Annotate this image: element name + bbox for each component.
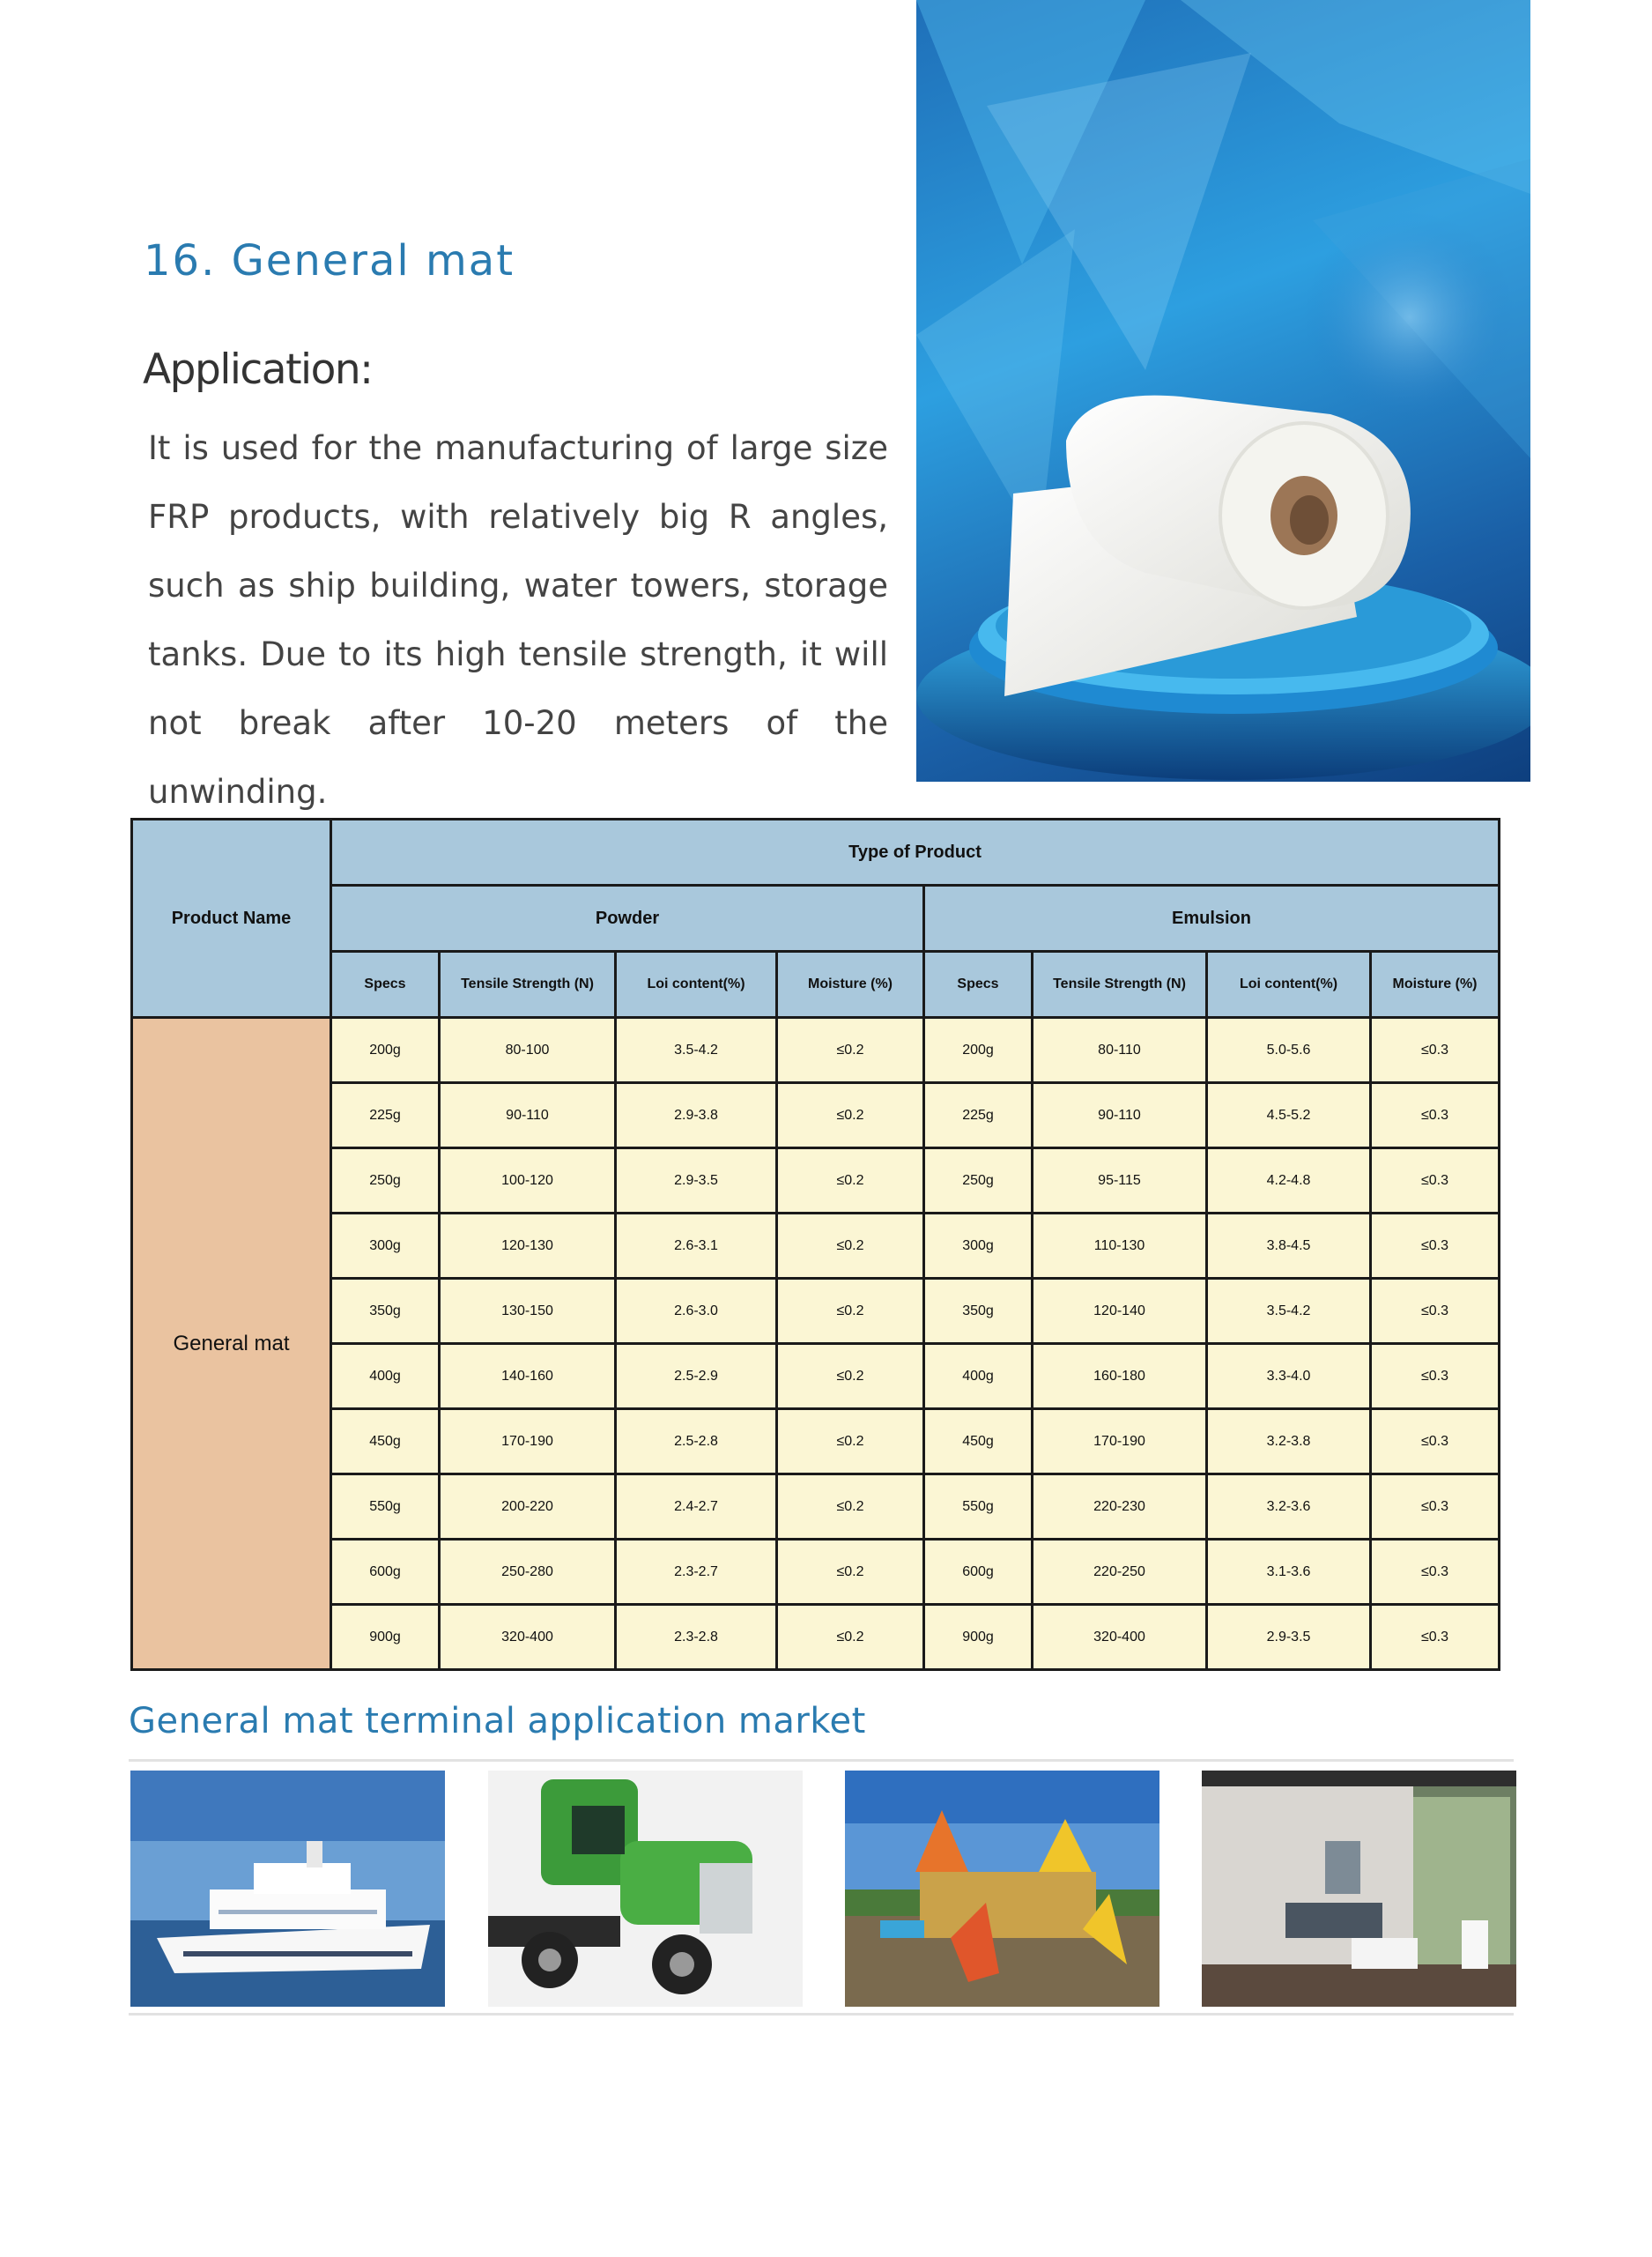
mat-roll-illustration [916, 0, 1530, 782]
header-emulsion-tensile: Tensile Strength (N) [1033, 952, 1207, 1018]
powder-tensile-cell: 170-190 [440, 1409, 616, 1474]
bathroom-photo [1202, 1771, 1516, 2007]
hero-mat-roll-image [916, 0, 1530, 782]
emulsion-loi-cell: 3.8-4.5 [1207, 1214, 1371, 1279]
emulsion-specs-cell: 900g [924, 1605, 1033, 1670]
emulsion-tensile-cell: 95-115 [1033, 1148, 1207, 1214]
powder-moisture-cell: ≤0.2 [777, 1214, 924, 1279]
emulsion-loi-cell: 3.5-4.2 [1207, 1279, 1371, 1344]
table-row [132, 1409, 1500, 1474]
emulsion-moisture-cell: ≤0.3 [1371, 1409, 1500, 1474]
emulsion-tensile-cell: 110-130 [1033, 1214, 1207, 1279]
powder-tensile-cell: 130-150 [440, 1279, 616, 1344]
header-emulsion-loi: Loi content(%) [1207, 952, 1371, 1018]
powder-specs-cell: 600g [331, 1540, 440, 1605]
playground-photo [845, 1771, 1159, 2007]
emulsion-loi-cell: 3.2-3.8 [1207, 1409, 1371, 1474]
powder-tensile-cell: 100-120 [440, 1148, 616, 1214]
emulsion-moisture-cell: ≤0.3 [1371, 1214, 1500, 1279]
powder-specs-cell: 225g [331, 1083, 440, 1148]
emulsion-loi-cell: 3.1-3.6 [1207, 1540, 1371, 1605]
powder-tensile-cell: 140-160 [440, 1344, 616, 1409]
powder-specs-cell: 450g [331, 1409, 440, 1474]
powder-specs-cell: 300g [331, 1214, 440, 1279]
header-emulsion-specs: Specs [924, 952, 1033, 1018]
application-heading: Application: [143, 345, 373, 394]
cruise-ship-photo [130, 1771, 445, 2007]
table-row [132, 1474, 1500, 1540]
powder-loi-cell: 2.4-2.7 [616, 1474, 777, 1540]
powder-specs-cell: 200g [331, 1018, 440, 1083]
table-row [132, 1214, 1500, 1279]
table-row [132, 1605, 1500, 1670]
header-powder-specs: Specs [331, 952, 440, 1018]
header-type-of-product: Type of Product [331, 820, 1500, 886]
divider-bottom [129, 2013, 1514, 2016]
header-powder-moisture: Moisture (%) [777, 952, 924, 1018]
table-row [132, 1279, 1500, 1344]
header-product-name: Product Name [132, 820, 331, 1018]
table-row [132, 1018, 1500, 1083]
header-emulsion-moisture: Moisture (%) [1371, 952, 1500, 1018]
emulsion-loi-cell: 3.2-3.6 [1207, 1474, 1371, 1540]
emulsion-moisture-cell: ≤0.3 [1371, 1344, 1500, 1409]
powder-moisture-cell: ≤0.2 [777, 1605, 924, 1670]
emulsion-specs-cell: 400g [924, 1344, 1033, 1409]
emulsion-loi-cell: 3.3-4.0 [1207, 1344, 1371, 1409]
emulsion-moisture-cell: ≤0.3 [1371, 1148, 1500, 1214]
powder-loi-cell: 2.5-2.8 [616, 1409, 777, 1474]
header-group-powder: Powder [331, 886, 924, 952]
powder-tensile-cell: 90-110 [440, 1083, 616, 1148]
powder-tensile-cell: 80-100 [440, 1018, 616, 1083]
emulsion-tensile-cell: 320-400 [1033, 1605, 1207, 1670]
powder-moisture-cell: ≤0.2 [777, 1409, 924, 1474]
emulsion-loi-cell: 4.5-5.2 [1207, 1083, 1371, 1148]
emulsion-loi-cell: 5.0-5.6 [1207, 1018, 1371, 1083]
powder-specs-cell: 350g [331, 1279, 440, 1344]
emulsion-moisture-cell: ≤0.3 [1371, 1605, 1500, 1670]
emulsion-moisture-cell: ≤0.3 [1371, 1474, 1500, 1540]
powder-moisture-cell: ≤0.2 [777, 1474, 924, 1540]
powder-tensile-cell: 200-220 [440, 1474, 616, 1540]
section-title: 16. General mat [144, 236, 515, 286]
powder-loi-cell: 3.5-4.2 [616, 1018, 777, 1083]
powder-loi-cell: 2.6-3.0 [616, 1279, 777, 1344]
emulsion-tensile-cell: 220-230 [1033, 1474, 1207, 1540]
powder-loi-cell: 2.9-3.5 [616, 1148, 777, 1214]
green-truck-photo [488, 1771, 803, 2007]
powder-loi-cell: 2.3-2.7 [616, 1540, 777, 1605]
emulsion-loi-cell: 4.2-4.8 [1207, 1148, 1371, 1214]
powder-loi-cell: 2.6-3.1 [616, 1214, 777, 1279]
emulsion-tensile-cell: 220-250 [1033, 1540, 1207, 1605]
emulsion-loi-cell: 2.9-3.5 [1207, 1605, 1371, 1670]
emulsion-tensile-cell: 160-180 [1033, 1344, 1207, 1409]
powder-tensile-cell: 120-130 [440, 1214, 616, 1279]
table-row [132, 1083, 1500, 1148]
divider-top [129, 1759, 1514, 1762]
header-powder-loi: Loi content(%) [616, 952, 777, 1018]
emulsion-specs-cell: 550g [924, 1474, 1033, 1540]
emulsion-specs-cell: 250g [924, 1148, 1033, 1214]
powder-specs-cell: 250g [331, 1148, 440, 1214]
powder-tensile-cell: 320-400 [440, 1605, 616, 1670]
emulsion-tensile-cell: 80-110 [1033, 1018, 1207, 1083]
powder-loi-cell: 2.5-2.9 [616, 1344, 777, 1409]
emulsion-tensile-cell: 170-190 [1033, 1409, 1207, 1474]
table-row [132, 1344, 1500, 1409]
powder-loi-cell: 2.9-3.8 [616, 1083, 777, 1148]
emulsion-moisture-cell: ≤0.3 [1371, 1279, 1500, 1344]
emulsion-specs-cell: 600g [924, 1540, 1033, 1605]
powder-specs-cell: 900g [331, 1605, 440, 1670]
table-row [132, 1148, 1500, 1214]
powder-specs-cell: 400g [331, 1344, 440, 1409]
powder-tensile-cell: 250-280 [440, 1540, 616, 1605]
emulsion-specs-cell: 300g [924, 1214, 1033, 1279]
spec-table [130, 818, 1500, 1671]
product-name-cell: General mat [132, 1018, 331, 1670]
emulsion-moisture-cell: ≤0.3 [1371, 1018, 1500, 1083]
header-group-emulsion: Emulsion [924, 886, 1500, 952]
powder-moisture-cell: ≤0.2 [777, 1540, 924, 1605]
market-title: General mat terminal application market [129, 1701, 866, 1741]
emulsion-specs-cell: 225g [924, 1083, 1033, 1148]
powder-moisture-cell: ≤0.2 [777, 1279, 924, 1344]
emulsion-moisture-cell: ≤0.3 [1371, 1540, 1500, 1605]
emulsion-moisture-cell: ≤0.3 [1371, 1083, 1500, 1148]
emulsion-tensile-cell: 90-110 [1033, 1083, 1207, 1148]
powder-moisture-cell: ≤0.2 [777, 1148, 924, 1214]
emulsion-specs-cell: 200g [924, 1018, 1033, 1083]
powder-moisture-cell: ≤0.2 [777, 1344, 924, 1409]
emulsion-specs-cell: 350g [924, 1279, 1033, 1344]
application-text: It is used for the manufacturing of large size FRP products, with relatively big R angles, such as ship building, water towers, storage tanks. Due to its high tensile strength, it will not break after 10-20 meters of the unwinding. [148, 429, 888, 811]
powder-specs-cell: 550g [331, 1474, 440, 1540]
powder-moisture-cell: ≤0.2 [777, 1083, 924, 1148]
powder-loi-cell: 2.3-2.8 [616, 1605, 777, 1670]
emulsion-tensile-cell: 120-140 [1033, 1279, 1207, 1344]
emulsion-specs-cell: 450g [924, 1409, 1033, 1474]
header-powder-tensile: Tensile Strength (N) [440, 952, 616, 1018]
powder-moisture-cell: ≤0.2 [777, 1018, 924, 1083]
table-row [132, 1540, 1500, 1605]
